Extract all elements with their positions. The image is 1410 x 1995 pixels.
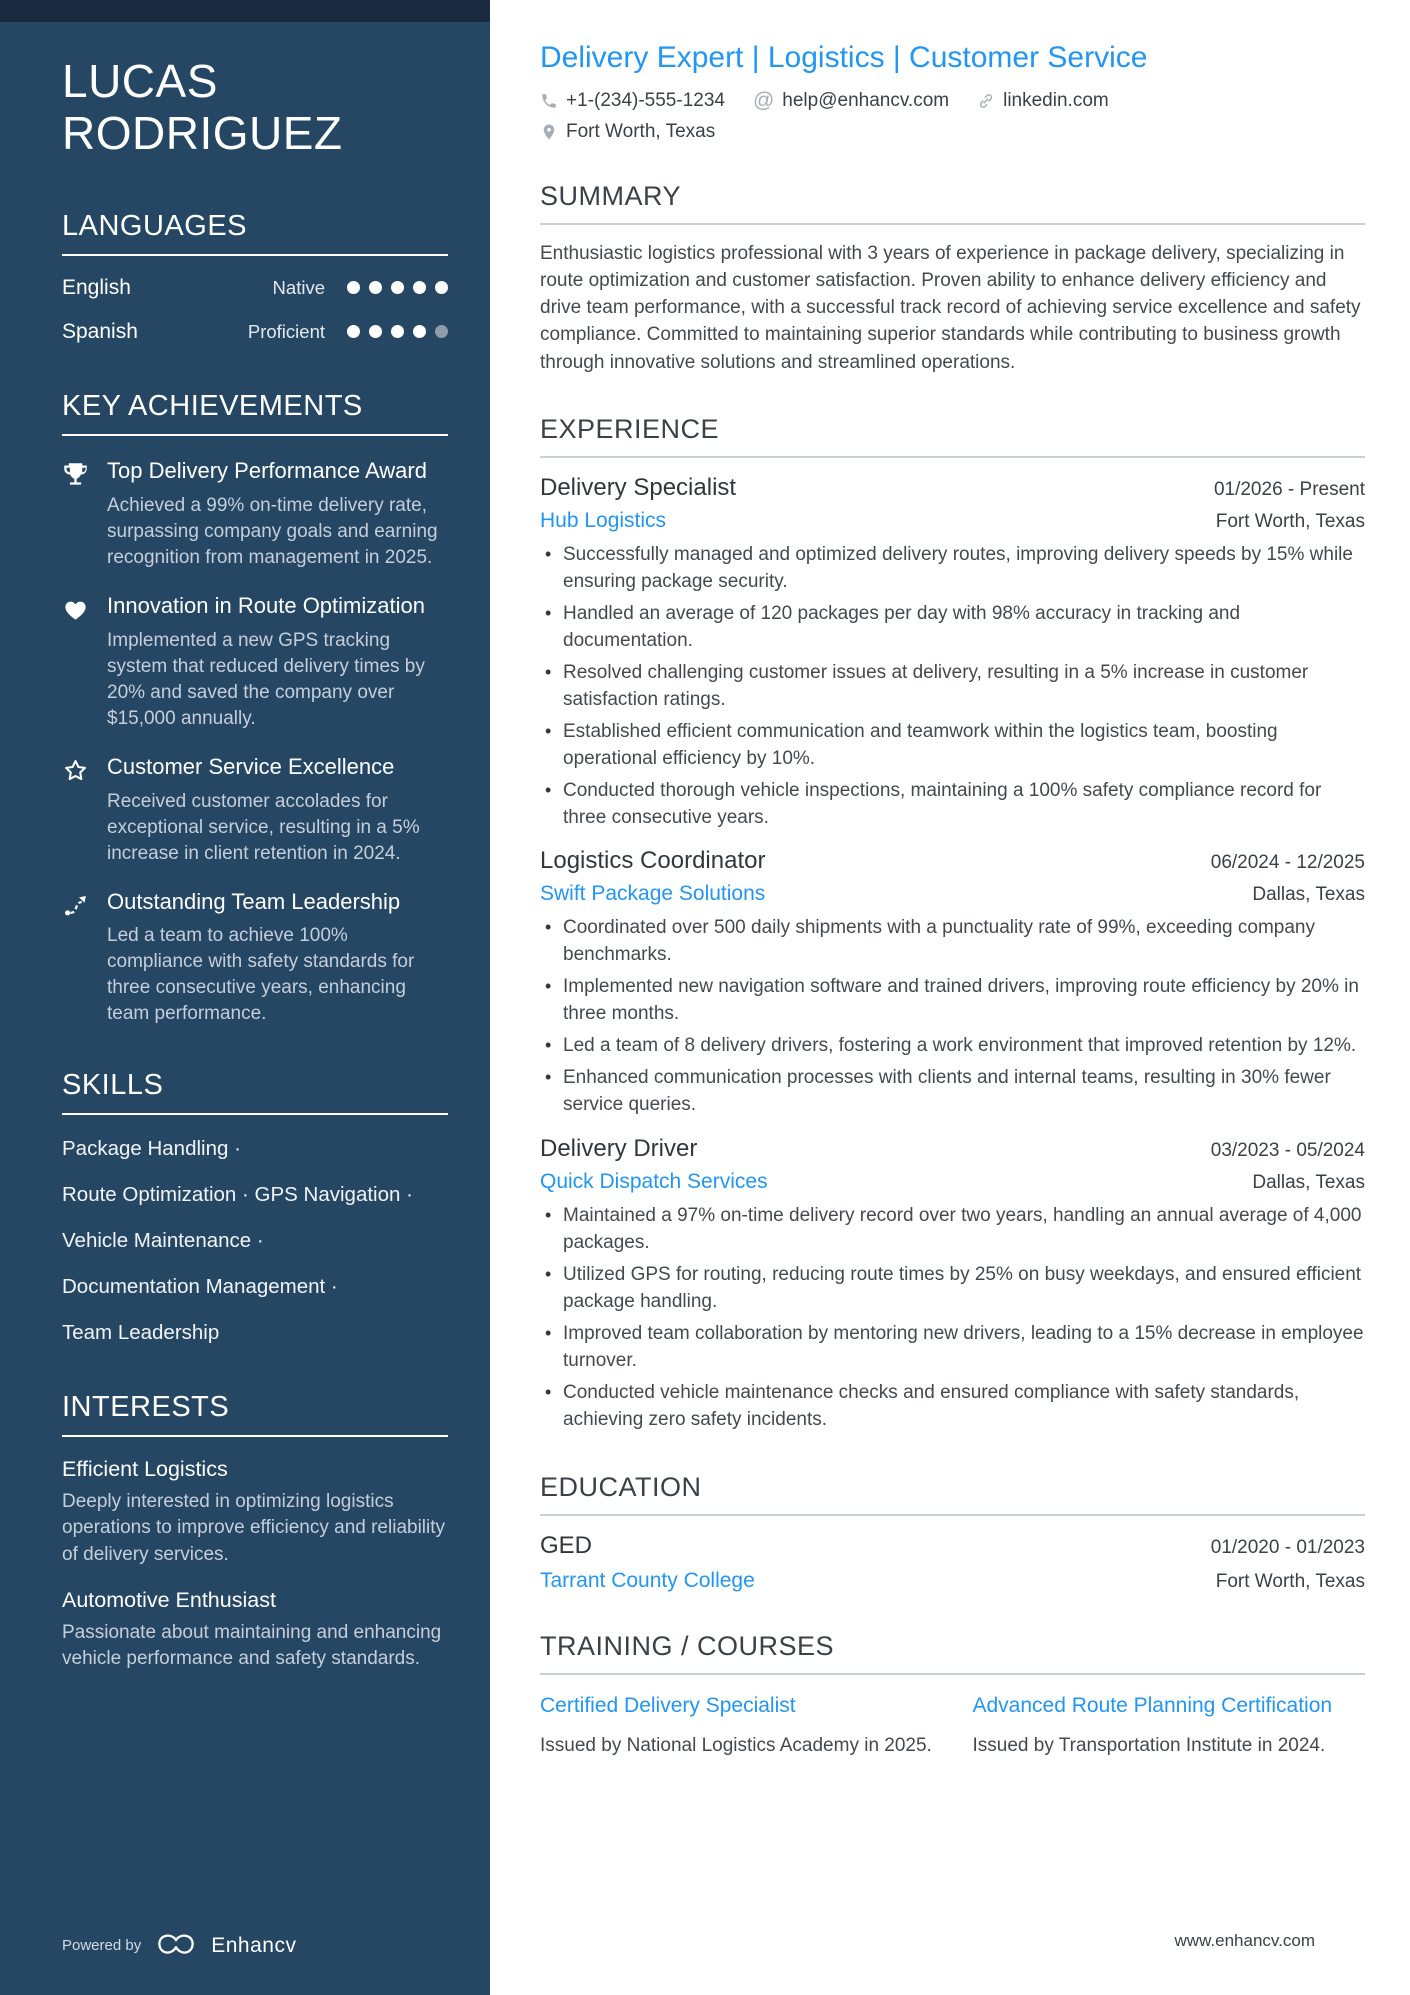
resume-headline: Delivery Expert | Logistics | Customer Service [540, 41, 1148, 74]
proficiency-dot [369, 281, 382, 294]
achievement-item [62, 754, 448, 867]
interests-heading: INTERESTS [62, 1391, 448, 1437]
summary-section [540, 181, 1365, 376]
experience-bullet: • Conducted vehicle maintenance checks and ensured compliance with safety standards, achieving zero safety incidents. [540, 1380, 1365, 1434]
key-achievements-section [62, 390, 448, 1028]
course-title[interactable]: Advanced Route Planning Certification [972, 1694, 1333, 1717]
education-section [540, 1472, 1365, 1593]
enhancv-url[interactable]: www.enhancv.com [1174, 1931, 1315, 1950]
experience-bullet: • Resolved challenging customer issues at delivery, resulting in a 5% increase in customer satisfaction ratings. [540, 660, 1365, 714]
experience-bullet: • Coordinated over 500 daily shipments with a punctuality rate of 99%, exceeding company benchmarks. [540, 915, 1365, 969]
achievement-description: Achieved a 99% on-time delivery rate, surpassing company goals and earning recognition from management in 2025. [107, 494, 438, 568]
achievement-title: Customer Service Excellence [107, 753, 395, 779]
achievement-description: Implemented a new GPS tracking system that reduced delivery times by 20% and saved the company over $15,000 annually. [107, 629, 425, 729]
proficiency-dot [413, 281, 426, 294]
course-title[interactable]: Certified Delivery Specialist [540, 1694, 796, 1717]
job-bullets [540, 1203, 1365, 1434]
course-description: Issued by Transportation Institute in 2024. [972, 1734, 1326, 1756]
interests-section [62, 1391, 448, 1671]
location-item [540, 121, 715, 143]
job-dates: 01/2026 - Present [1213, 478, 1365, 500]
main-content [490, 0, 1410, 1995]
job-dates: 06/2024 - 12/2025 [1210, 852, 1365, 874]
language-row [62, 320, 448, 344]
skills-heading: SKILLS [62, 1069, 448, 1115]
language-proficiency-dots [347, 281, 448, 294]
skills-section [62, 1069, 448, 1345]
achievement-title: Outstanding Team Leadership [107, 888, 401, 914]
enhancv-logo-icon [155, 1932, 197, 1959]
job-dates: 03/2023 - 05/2024 [1210, 1140, 1365, 1162]
phone-number[interactable]: +1-(234)-555-1234 [566, 90, 725, 111]
education-dates: 01/2020 - 01/2023 [1210, 1537, 1365, 1558]
experience-section [540, 414, 1365, 1434]
job-bullets [540, 542, 1365, 832]
proficiency-dot [435, 325, 448, 338]
job-title: Logistics Coordinator [540, 847, 766, 875]
languages-section [62, 210, 448, 344]
sidebar [0, 0, 490, 1995]
email-address[interactable]: help@enhancv.com [782, 90, 950, 111]
job-location: Dallas, Texas [1252, 1172, 1365, 1194]
training-section [540, 1631, 1365, 1759]
summary-text: Enthusiastic logistics professional with 3 years of experience in package delivery, specializing in route optimization and customer satisfaction. Proven ability to enhance delivery efficiency and drive team performance, with a successful track record of achieving service excellence and safety compliance. Committed to maintaining superior standards while contributing to business growth through innovative solutions and streamlined operations. [540, 243, 1361, 373]
summary-heading: SUMMARY [540, 181, 1365, 225]
phone-icon [540, 92, 558, 110]
language-proficiency-dots [347, 325, 448, 338]
experience-bullet: • Enhanced communication processes with clients and internal teams, resulting in 30% fewer service queries. [540, 1065, 1365, 1119]
key-achievements-heading: KEY ACHIEVEMENTS [62, 390, 448, 436]
job-entry [540, 474, 1365, 832]
proficiency-dot [391, 281, 404, 294]
experience-bullet: • Conducted thorough vehicle inspections, maintaining a 100% safety compliance record for three consecutive years. [540, 778, 1365, 832]
link-item [977, 90, 1109, 112]
contact-info [540, 89, 1365, 143]
language-level: Native [272, 276, 325, 298]
powered-by-footer [62, 1932, 296, 1959]
interest-description: Deeply interested in optimizing logistics operations to improve efficiency and reliability of delivery services. [62, 1491, 446, 1565]
job-entry [540, 1135, 1365, 1434]
interest-description: Passionate about maintaining and enhancing vehicle performance and safety standards. [62, 1621, 442, 1669]
trophy-icon [62, 461, 90, 571]
experience-bullet: • Utilized GPS for routing, reducing route times by 25% on busy weekdays, and ensured efficient package handling. [540, 1262, 1365, 1316]
interest-title: Efficient Logistics [62, 1457, 228, 1482]
at-icon: @ [752, 89, 775, 112]
linkedin-link[interactable]: linkedin.com [1003, 90, 1109, 111]
language-name: Spanish [62, 319, 138, 343]
achievement-item [62, 593, 448, 732]
star-icon [62, 757, 90, 867]
job-company[interactable]: Quick Dispatch Services [540, 1170, 768, 1194]
experience-bullet: • Established efficient communication and teamwork within the logistics team, boosting operational efficiency by 10%. [540, 719, 1365, 773]
job-company[interactable]: Swift Package Solutions [540, 882, 766, 906]
skill-line: Route Optimization · GPS Navigation · [62, 1183, 413, 1207]
location-pin-icon [540, 123, 558, 141]
achievement-title: Top Delivery Performance Award [107, 457, 427, 483]
education-heading: EDUCATION [540, 1472, 1365, 1516]
job-title: Delivery Driver [540, 1135, 698, 1163]
achievement-title: Innovation in Route Optimization [107, 592, 425, 618]
interest-item [62, 1588, 448, 1672]
route-icon [62, 892, 90, 1028]
phone-item [540, 90, 725, 112]
job-title: Delivery Specialist [540, 473, 737, 501]
language-level: Proficient [247, 320, 325, 342]
education-location: Fort Worth, Texas [1215, 1571, 1365, 1592]
interest-title: Automotive Enthusiast [62, 1587, 276, 1612]
achievement-item [62, 889, 448, 1028]
experience-bullet: • Handled an average of 120 packages per day with 98% accuracy in tracking and documentation. [540, 601, 1365, 655]
achievement-description: Led a team to achieve 100% compliance with safety standards for three consecutive years, enhancing team performance. [107, 925, 415, 1025]
course-entry [540, 1693, 933, 1759]
job-company[interactable]: Hub Logistics [540, 508, 667, 532]
experience-bullet: • Improved team collaboration by mentoring new drivers, leading to a 15% decrease in employee turnover. [540, 1321, 1365, 1375]
achievement-item [62, 458, 448, 571]
languages-heading: LANGUAGES [62, 210, 448, 256]
email-item [753, 89, 949, 113]
language-row [62, 276, 448, 300]
proficiency-dot [347, 325, 360, 338]
experience-heading: EXPERIENCE [540, 414, 1365, 458]
proficiency-dot [369, 325, 382, 338]
experience-bullet: • Successfully managed and optimized delivery routes, improving delivery speeds by 15% while ensuring package security. [540, 542, 1365, 596]
experience-bullet: • Implemented new navigation software and trained drivers, improving route efficiency by 20% in three months. [540, 974, 1365, 1028]
education-degree: GED [540, 1532, 593, 1559]
education-school[interactable]: Tarrant County College [540, 1569, 755, 1592]
location-text: Fort Worth, Texas [566, 121, 716, 142]
proficiency-dot [347, 281, 360, 294]
training-heading: TRAINING / COURSES [540, 1631, 1365, 1675]
powered-by-label: Powered by [62, 1937, 142, 1954]
experience-bullet: • Led a team of 8 delivery drivers, fostering a work environment that improved retention by 12%. [540, 1033, 1365, 1060]
top-strip [0, 0, 490, 22]
skill-line: Vehicle Maintenance · [62, 1229, 264, 1253]
experience-bullet: • Maintained a 97% on-time delivery record over two years, handling an annual average of 4,000 packages. [540, 1203, 1365, 1257]
achievement-description: Received customer accolades for exceptional service, resulting in a 5% increase in client retention in 2024. [107, 790, 420, 864]
course-description: Issued by National Logistics Academy in 2025. [540, 1734, 932, 1756]
link-icon [977, 92, 995, 110]
proficiency-dot [435, 281, 448, 294]
job-bullets [540, 915, 1365, 1119]
language-name: English [62, 275, 131, 299]
proficiency-dot [413, 325, 426, 338]
job-location: Fort Worth, Texas [1215, 510, 1365, 532]
job-entry [540, 847, 1365, 1119]
person-name: LUCAS RODRIGUEZ [62, 55, 343, 159]
skill-line: Team Leadership [62, 1321, 220, 1345]
proficiency-dot [391, 325, 404, 338]
skill-line: Documentation Management · [62, 1275, 338, 1299]
job-location: Dallas, Texas [1252, 884, 1365, 906]
interest-item [62, 1457, 448, 1567]
course-entry [973, 1693, 1366, 1759]
heart-icon [62, 596, 90, 732]
enhancv-wordmark: Enhancv [211, 1933, 297, 1957]
skill-line: Package Handling · [62, 1137, 241, 1161]
